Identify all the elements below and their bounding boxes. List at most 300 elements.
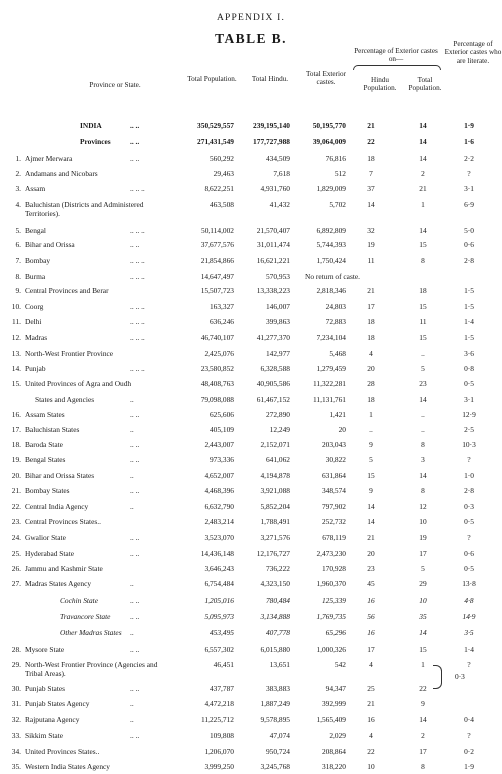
exterior-castes-cell: 208,864 [321, 747, 346, 756]
total-hindu-cell: 6,015,880 [260, 645, 290, 654]
exterior-castes-cell: 392,999 [321, 699, 346, 708]
table-row [0, 564, 502, 576]
total-population-cell: 5,095,973 [204, 612, 234, 621]
row-name: North-West Frontier Province (Agencies and Tribal Areas). [25, 660, 158, 678]
pct-hindu-cell: 32 [367, 226, 375, 235]
total-hindu-cell: 780,484 [265, 596, 290, 605]
row-name: Other Madras States [60, 628, 122, 637]
header-province: Province or State. [89, 81, 141, 89]
total-population-cell: 463,508 [209, 200, 234, 209]
row-number: 7. [15, 256, 21, 265]
row-number: 30. [11, 684, 21, 693]
row-number: 17. [11, 425, 21, 434]
row-number: 18. [11, 440, 21, 449]
total-hindu-cell: 13,338,223 [256, 286, 290, 295]
literate-cell: 0·5 [464, 564, 474, 573]
row-number: 22. [11, 502, 21, 511]
row-leader-dots: .. .. .. [130, 333, 145, 342]
row-number: 6. [15, 240, 21, 249]
total-population-cell: 4,652,007 [204, 471, 234, 480]
exterior-castes-cell: 6,892,809 [316, 226, 346, 235]
row-leader-dots: .. [130, 699, 134, 708]
total-hindu-cell: 40,905,586 [256, 379, 290, 388]
pct-hindu-cell: 21 [367, 121, 375, 130]
pct-hindu-cell: 17 [367, 645, 375, 654]
exterior-castes-cell: 94,347 [325, 684, 346, 693]
exterior-castes-cell: 24,803 [325, 302, 346, 311]
pct-hindu-cell: 7 [369, 169, 373, 178]
table-row [0, 395, 502, 407]
row-name: Western India States Agency [25, 762, 110, 771]
total-hindu-cell: 1,788,491 [260, 517, 290, 526]
total-population-cell: 14,436,148 [200, 549, 234, 558]
exterior-castes-cell: 1,829,009 [316, 184, 346, 193]
row-number: 21. [11, 486, 21, 495]
pct-hindu-cell: 5 [369, 455, 373, 464]
table-title: TABLE B. [215, 31, 287, 46]
exterior-castes-cell: 512 [334, 169, 346, 178]
pct-hindu-cell: 21 [367, 533, 375, 542]
pct-hindu-cell: 21 [367, 699, 375, 708]
row-number: 25. [11, 549, 21, 558]
table-row [0, 169, 502, 181]
total-population-cell: 560,292 [209, 154, 234, 163]
row-leader-dots: .. .. .. [130, 184, 145, 193]
pct-hindu-cell: 18 [367, 154, 375, 163]
pct-hindu-cell: 18 [367, 333, 375, 342]
row-name: Hyderabad State [25, 549, 75, 558]
total-population-cell: 29,463 [213, 169, 234, 178]
row-name: States and Agencies [35, 395, 95, 404]
exterior-castes-cell: 39,064,009 [312, 137, 346, 146]
literate-cell: 0·5 [464, 379, 474, 388]
literate-cell: 0·4 [464, 715, 474, 724]
table-row [0, 471, 502, 483]
total-population-cell: 163,327 [209, 302, 234, 311]
row-name: Cochin State [60, 596, 98, 605]
row-leader-dots: .. .. [130, 731, 140, 740]
total-population-cell: 405,109 [209, 425, 234, 434]
table-row [0, 533, 502, 545]
exterior-castes-cell: 2,029 [329, 731, 346, 740]
pct-hindu-cell: 1 [369, 410, 373, 419]
pct-total-cell: 23 [419, 379, 427, 388]
literate-cell: 1·4 [464, 645, 474, 654]
total-hindu-cell: 383,883 [265, 684, 290, 693]
row-name: Baluchistan (Districts and Administered Territories). [25, 200, 144, 218]
row-number: 27. [11, 579, 21, 588]
table-row [0, 200, 502, 218]
literate-cell: 12·9 [462, 410, 476, 419]
exterior-castes-cell: 65,296 [325, 628, 346, 637]
table-row [0, 628, 502, 640]
header-percentage-group: Percentage of Exterior castes on— [354, 47, 438, 64]
row-name: North-West Frontier Province [25, 349, 114, 358]
literate-cell: 14·9 [462, 612, 476, 621]
row-number: 31. [11, 699, 21, 708]
table-row [0, 486, 502, 498]
literate-cell: 5·0 [464, 226, 474, 235]
row-number: 10. [11, 302, 21, 311]
row-number: 14. [11, 364, 21, 373]
total-population-cell: 1,206,070 [204, 747, 234, 756]
row-number: 4. [15, 200, 21, 209]
pct-total-cell: 15 [419, 240, 427, 249]
table-row [0, 154, 502, 166]
pct-total-cell: 21 [419, 184, 427, 193]
total-population-cell: 3,646,243 [204, 564, 234, 573]
total-population-cell: 8,622,251 [204, 184, 234, 193]
pct-total-cell: 10 [419, 517, 427, 526]
literate-cell: 0·6 [464, 549, 474, 558]
row-number: 35. [11, 762, 21, 771]
total-hindu-cell: 4,931,760 [260, 184, 290, 193]
pct-total-cell: 5 [421, 364, 425, 373]
exterior-castes-cell: 1,750,424 [316, 256, 346, 265]
row-number: 34. [11, 747, 21, 756]
literate-cell: 10·3 [462, 440, 476, 449]
table-row [0, 425, 502, 437]
row-number: 20. [11, 471, 21, 480]
exterior-castes-cell: 678,119 [322, 533, 346, 542]
pct-total-cell: 14 [419, 226, 427, 235]
row-leader-dots: .. .. [130, 645, 140, 654]
row-name: Bengal [25, 226, 46, 235]
pct-hindu-cell: 9 [369, 486, 373, 495]
pct-hindu-cell: 15 [367, 471, 375, 480]
total-population-cell: 2,425,076 [204, 349, 234, 358]
row-name: Travancore State [60, 612, 111, 621]
table-row [0, 645, 502, 657]
table-row [0, 762, 502, 774]
total-population-cell: 46,740,107 [200, 333, 234, 342]
literate-cell: 1·6 [464, 137, 474, 146]
pct-total-cell: 14 [419, 121, 427, 130]
row-number: 3. [15, 184, 21, 193]
total-population-cell: 6,557,302 [204, 645, 234, 654]
pct-hindu-cell: 11 [367, 256, 375, 265]
row-number: 13. [11, 349, 21, 358]
total-hindu-cell: 61,467,152 [256, 395, 290, 404]
total-hindu-cell: 3,134,888 [260, 612, 290, 621]
literate-cell: 3·1 [464, 395, 474, 404]
pct-hindu-cell: 4 [369, 660, 373, 669]
exterior-castes-cell: 20 [338, 425, 346, 434]
pct-hindu-cell: 19 [367, 240, 375, 249]
pct-total-cell: 11 [419, 317, 427, 326]
row-leader-dots: .. .. [130, 154, 140, 163]
row-name: Central Provinces and Berar [25, 286, 109, 295]
row-leader-dots: .. .. [130, 612, 140, 621]
pct-total-cell: 29 [419, 579, 427, 588]
row-name: Bihar and Orissa States [25, 471, 95, 480]
row-name: Central Provinces States.. [25, 517, 101, 526]
row-name: Bombay States [25, 486, 70, 495]
row-name: Mysore State [25, 645, 65, 654]
pct-hindu-cell: 20 [367, 549, 375, 558]
total-hindu-cell: 12,176,727 [256, 549, 290, 558]
table-row [0, 137, 502, 149]
appendix-label: APPENDIX I. [216, 13, 286, 23]
exterior-castes-cell: 1,000,326 [316, 645, 346, 654]
literate-cell: ? [467, 660, 471, 669]
total-population-cell: 2,443,007 [204, 440, 234, 449]
total-hindu-cell: 41,277,370 [256, 333, 290, 342]
literate-cell: 2·8 [464, 256, 474, 265]
total-population-cell: 4,472,218 [204, 699, 234, 708]
table-row [0, 333, 502, 345]
total-hindu-cell: 21,570,407 [256, 226, 290, 235]
table-row [0, 256, 502, 268]
exterior-castes-cell: 7,234,104 [316, 333, 346, 342]
row-number: 33. [11, 731, 21, 740]
pct-total-cell: 17 [419, 549, 427, 558]
total-population-cell: 625,606 [209, 410, 234, 419]
total-hindu-cell: 47,074 [269, 731, 290, 740]
pct-total-cell: 18 [419, 286, 427, 295]
exterior-castes-cell: 252,732 [321, 517, 346, 526]
total-hindu-cell: 570,953 [265, 272, 290, 281]
total-hindu-cell: 6,328,588 [260, 364, 290, 373]
pct-hindu-cell: 16 [367, 596, 375, 605]
total-hindu-cell: 7,618 [273, 169, 290, 178]
pct-total-cell: .. [421, 349, 425, 358]
pct-total-cell: 5 [421, 564, 425, 573]
pct-total-cell: 2 [421, 169, 425, 178]
literate-cell: 0·5 [464, 517, 474, 526]
literate-cell: ? [467, 533, 471, 542]
pct-hindu-cell: 45 [367, 579, 375, 588]
pct-total-cell: 1 [421, 200, 425, 209]
pct-total-cell: 14 [419, 471, 427, 480]
row-number: 5. [15, 226, 21, 235]
table-row [0, 455, 502, 467]
total-population-cell: 21,854,866 [200, 256, 234, 265]
row-number: 19. [11, 455, 21, 464]
row-number: 11. [12, 317, 21, 326]
row-number: 15. [11, 379, 21, 388]
literate-cell: 1·5 [464, 286, 474, 295]
total-population-cell: 4,468,396 [204, 486, 234, 495]
total-hindu-cell: 434,509 [265, 154, 290, 163]
pct-hindu-cell: 25 [367, 684, 375, 693]
row-leader-dots: .. .. [130, 684, 140, 693]
row-name: Bombay [25, 256, 51, 265]
exterior-castes-cell: 1,279,459 [316, 364, 346, 373]
total-population-cell: 437,787 [209, 684, 234, 693]
pct-hindu-cell: 4 [369, 731, 373, 740]
total-hindu-cell: 272,890 [265, 410, 290, 419]
total-population-cell: 50,114,002 [201, 226, 234, 235]
pct-hindu-cell: 9 [369, 440, 373, 449]
pct-hindu-cell: 18 [367, 317, 375, 326]
pct-total-cell: .. [421, 410, 425, 419]
table-row [0, 286, 502, 298]
row-leader-dots: .. .. [130, 533, 140, 542]
total-population-cell: 6,754,484 [204, 579, 234, 588]
row-name: Sikkim State [25, 731, 63, 740]
punjab-brace [433, 665, 442, 689]
total-hindu-cell: 177,727,988 [253, 137, 290, 146]
pct-total-cell: .. [421, 425, 425, 434]
pct-hindu-cell: 23 [367, 564, 375, 573]
total-hindu-cell: 13,651 [269, 660, 290, 669]
total-population-cell: 350,529,557 [197, 121, 234, 130]
row-leader-dots: .. .. .. [130, 302, 145, 311]
row-leader-dots: .. .. .. [130, 317, 145, 326]
table-row [0, 410, 502, 422]
table-row [0, 302, 502, 314]
literate-cell: 0·8 [464, 364, 474, 373]
total-population-cell: 46,451 [213, 660, 234, 669]
row-leader-dots: .. .. .. [130, 364, 145, 373]
literate-cell: 1·9 [464, 762, 474, 771]
pct-total-cell: 1 [421, 660, 425, 669]
total-hindu-cell: 31,011,474 [257, 240, 290, 249]
total-population-cell: 11,225,712 [201, 715, 234, 724]
exterior-castes-cell: 76,816 [325, 154, 346, 163]
row-leader-dots: .. .. [130, 121, 140, 130]
pct-total-cell: 15 [419, 645, 427, 654]
pct-hindu-cell: 37 [367, 184, 375, 193]
row-number: 32. [11, 715, 21, 724]
total-population-cell: 453,495 [209, 628, 234, 637]
row-name: Andamans and Nicobars [25, 169, 98, 178]
row-number: 29. [11, 660, 21, 669]
pct-total-cell: 8 [421, 762, 425, 771]
table-row [0, 272, 502, 284]
row-name: INDIA [80, 121, 102, 130]
total-hindu-cell: 1,887,249 [260, 699, 290, 708]
row-leader-dots: .. [130, 715, 134, 724]
exterior-castes-cell: 11,131,761 [313, 395, 346, 404]
pct-hindu-cell: 16 [367, 715, 375, 724]
total-population-cell: 973,336 [209, 455, 234, 464]
row-number: 24. [11, 533, 21, 542]
pct-hindu-cell: 14 [367, 502, 375, 511]
total-population-cell: 3,999,250 [204, 762, 234, 771]
row-leader-dots: .. .. .. [130, 226, 145, 235]
total-hindu-cell: 3,245,768 [260, 762, 290, 771]
exterior-castes-cell: 1,421 [329, 410, 346, 419]
row-name: Delhi [25, 317, 42, 326]
row-name: Burma [25, 272, 46, 281]
row-name: Madras [25, 333, 48, 342]
row-number: 1. [15, 154, 21, 163]
table-row [0, 549, 502, 561]
total-hindu-cell: 12,249 [269, 425, 290, 434]
total-hindu-cell: 399,863 [265, 317, 290, 326]
pct-total-cell: 8 [421, 486, 425, 495]
total-hindu-cell: 239,195,140 [253, 121, 290, 130]
literate-cell: 3·5 [464, 628, 474, 637]
total-population-cell: 37,677,576 [200, 240, 234, 249]
literate-cell: 0·3 [464, 502, 474, 511]
table-row [0, 317, 502, 329]
literate-cell: 1·5 [464, 333, 474, 342]
row-number: 16. [11, 410, 21, 419]
row-leader-dots: .. .. [130, 137, 140, 146]
row-leader-dots: .. .. [130, 596, 140, 605]
pct-total-cell: 8 [421, 256, 425, 265]
header-pct-total: Total Population. [408, 76, 442, 93]
exterior-castes-cell: 2,818,346 [316, 286, 346, 295]
row-leader-dots: .. [130, 579, 134, 588]
exterior-castes-cell: 1,565,409 [316, 715, 346, 724]
pct-hindu-cell: 16 [367, 628, 375, 637]
pct-total-cell: 14 [419, 395, 427, 404]
literate-cell: 6·9 [464, 200, 474, 209]
row-leader-dots: .. [130, 395, 134, 404]
pct-total-cell: 17 [419, 747, 427, 756]
pct-total-cell: 14 [419, 715, 427, 724]
literate-cell: 3·1 [464, 184, 474, 193]
header-total-population: Total Population. [187, 75, 237, 83]
literate-cell: ? [467, 455, 471, 464]
pct-hindu-cell: 14 [367, 200, 375, 209]
total-hindu-cell: 3,921,088 [260, 486, 290, 495]
literate-cell: 4·8 [464, 596, 474, 605]
exterior-castes-cell: 1,769,735 [316, 612, 346, 621]
total-hindu-cell: 142,977 [265, 349, 290, 358]
pct-total-cell: 3 [421, 455, 425, 464]
table-row [0, 226, 502, 238]
pct-hindu-cell: 4 [369, 349, 373, 358]
exterior-castes-cell: 2,473,230 [316, 549, 346, 558]
exterior-castes-cell: 5,468 [329, 349, 346, 358]
pct-hindu-cell: 21 [367, 286, 375, 295]
literate-cell: 3·6 [464, 349, 474, 358]
row-name: Bihar and Orissa [25, 240, 75, 249]
row-leader-dots: .. .. [130, 549, 140, 558]
table-row [0, 596, 502, 608]
exterior-castes-cell: 203,043 [321, 440, 346, 449]
row-name: Punjab States [25, 684, 66, 693]
row-name: Assam [25, 184, 46, 193]
table-row [0, 684, 502, 696]
row-name: Provinces [80, 137, 111, 146]
pct-total-cell: 15 [419, 302, 427, 311]
pct-total-cell: 14 [419, 628, 427, 637]
literate-cell: 1·5 [464, 302, 474, 311]
table-row [0, 699, 502, 711]
table-row [0, 715, 502, 727]
exterior-castes-cell: 72,883 [325, 317, 346, 326]
pct-total-cell: 22 [419, 684, 427, 693]
row-leader-dots: .. .. .. [130, 272, 145, 281]
table-row [0, 747, 502, 759]
row-name: Madras States Agency [25, 579, 92, 588]
total-population-cell: 1,205,016 [204, 596, 234, 605]
literate-cell: 0·6 [464, 240, 474, 249]
row-leader-dots: .. [130, 628, 134, 637]
literate-cell: 0·2 [464, 747, 474, 756]
row-leader-dots: .. [130, 502, 134, 511]
literate-cell: 2·2 [464, 154, 474, 163]
row-number: 2. [15, 169, 21, 178]
table-row [0, 379, 502, 391]
header-total-hindu: Total Hindu. [251, 75, 289, 83]
table-row [0, 502, 502, 514]
pct-total-cell: 2 [421, 731, 425, 740]
total-population-cell: 23,580,852 [200, 364, 234, 373]
row-leader-dots: .. .. [130, 410, 140, 419]
exterior-castes-cell: 797,902 [321, 502, 346, 511]
row-name: Rajputana Agency [25, 715, 80, 724]
exterior-castes-cell: 11,322,281 [313, 379, 346, 388]
literate-cell: ? [467, 731, 471, 740]
pct-hindu-cell: 17 [367, 302, 375, 311]
